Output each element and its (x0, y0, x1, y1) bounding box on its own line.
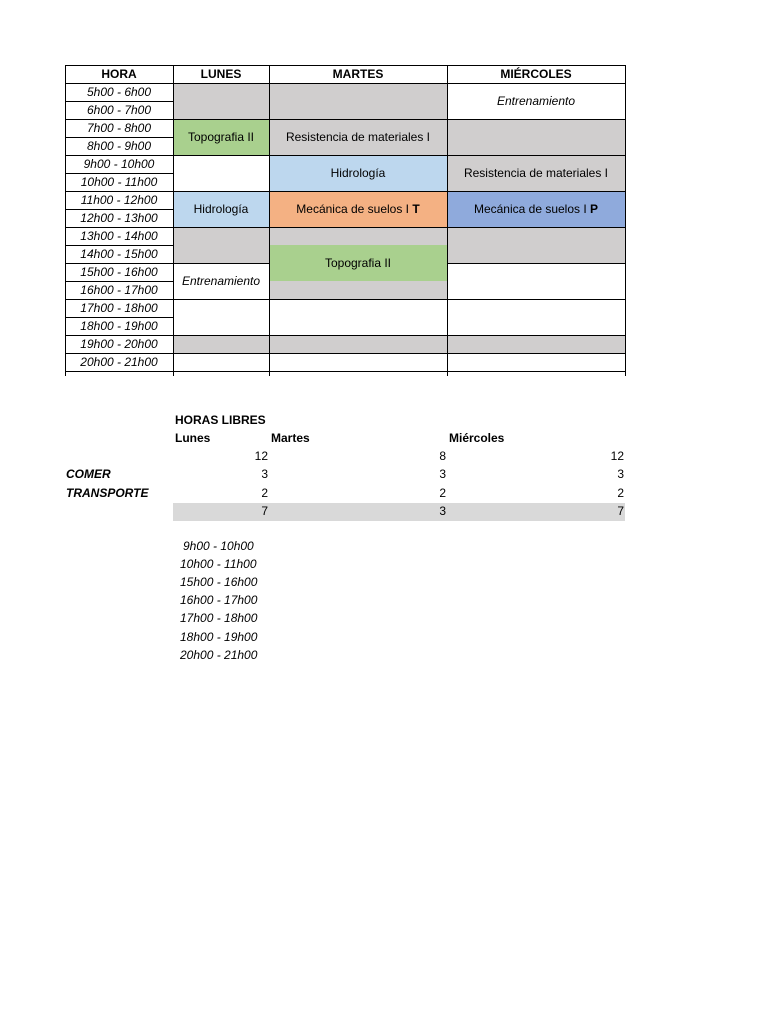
grid-line (173, 119, 269, 120)
summary-value: 2 (617, 486, 624, 500)
miercoles-busy-block (447, 119, 625, 155)
grid-line (65, 281, 173, 282)
martes-busy-block (269, 227, 447, 245)
free-hour-item: 16h00 - 17h00 (180, 593, 258, 607)
grid-line (625, 65, 626, 376)
summary-day-lunes: Lunes (175, 431, 211, 445)
summary-value: 12 (610, 449, 624, 463)
grid-line (269, 191, 447, 192)
grid-line (65, 245, 173, 246)
miercoles-mecanica-label: Mecánica de suelos I (473, 202, 587, 216)
hour-label: 9h00 - 10h00 (83, 157, 155, 171)
header-lunes: LUNES (200, 67, 242, 81)
grid-line (269, 119, 447, 120)
free-hour-item: 20h00 - 21h00 (180, 648, 258, 662)
hour-label: 15h00 - 16h00 (80, 265, 158, 279)
hour-label: 20h00 - 21h00 (80, 355, 158, 369)
hour-label: 12h00 - 13h00 (80, 211, 158, 225)
header-hora: HORA (101, 67, 137, 81)
grid-line (65, 335, 173, 336)
martes-topografia-block: Topografia II (269, 245, 447, 281)
martes-busy-block (269, 335, 447, 353)
hour-label: 10h00 - 11h00 (80, 175, 158, 189)
grid-line (65, 263, 173, 264)
hour-label: 11h00 - 12h00 (80, 193, 158, 207)
summary-value: 12 (254, 449, 268, 463)
grid-line (173, 227, 269, 228)
free-hour-item: 10h00 - 11h00 (180, 557, 257, 571)
martes-resistencia-block: Resistencia de materiales I (269, 119, 447, 155)
grid-line (65, 299, 173, 300)
grid-line (65, 191, 173, 192)
summary-day-miercoles: Miércoles (449, 431, 505, 445)
grid-line (447, 227, 625, 228)
grid-line (447, 263, 625, 264)
grid-line (269, 227, 447, 228)
martes-mecanica-block (269, 191, 447, 227)
summary-value: 2 (261, 486, 268, 500)
miercoles-busy-block (447, 227, 625, 263)
grid-line (269, 65, 270, 376)
lunes-busy-block (173, 227, 269, 263)
header-miercoles: MIÉRCOLES (500, 67, 572, 81)
hour-label: 19h00 - 20h00 (80, 337, 158, 351)
grid-line (269, 335, 447, 336)
grid-line (65, 209, 173, 210)
lunes-entrenamiento-block: Entrenamiento (181, 274, 261, 288)
header-martes: MARTES (332, 67, 384, 81)
grid-line (65, 353, 173, 354)
lunes-busy-block (173, 335, 269, 353)
miercoles-mecanica-block (447, 191, 625, 227)
grid-line (173, 65, 174, 376)
hour-label: 6h00 - 7h00 (86, 103, 152, 117)
hour-label: 7h00 - 8h00 (86, 121, 152, 135)
grid-line (269, 353, 447, 354)
grid-line (447, 119, 625, 120)
free-hour-item: 18h00 - 19h00 (180, 630, 258, 644)
grid-line (65, 317, 173, 318)
hour-label: 17h00 - 18h00 (80, 301, 158, 315)
summary-total-value: 7 (261, 504, 268, 518)
grid-line (447, 155, 625, 156)
miercoles-entrenamiento-block: Entrenamiento (496, 94, 576, 108)
grid-line (447, 335, 625, 336)
grid-line (447, 299, 625, 300)
grid-line (65, 137, 173, 138)
martes-busy-block (269, 281, 447, 299)
hour-label: 14h00 - 15h00 (80, 247, 158, 261)
free-hour-item: 17h00 - 18h00 (180, 611, 258, 625)
grid-line (173, 191, 269, 192)
grid-line (173, 299, 269, 300)
grid-line (173, 263, 269, 264)
grid-line (65, 83, 626, 84)
martes-hidrologia-block: Hidrología (269, 155, 447, 191)
hour-label: 18h00 - 19h00 (80, 319, 158, 333)
grid-line (65, 65, 626, 66)
summary-title: HORAS LIBRES (175, 413, 266, 427)
summary-row-label-transporte: TRANSPORTE (66, 486, 149, 500)
summary-total-value: 7 (617, 504, 624, 518)
grid-line (65, 155, 173, 156)
miercoles-mecanica-type: P (590, 202, 599, 216)
summary-day-martes: Martes (271, 431, 310, 445)
summary-total-value: 3 (439, 504, 446, 518)
grid-line (447, 353, 625, 354)
grid-line (65, 65, 66, 376)
schedule-table (65, 65, 626, 376)
grid-line (269, 299, 447, 300)
summary-value: 8 (439, 449, 446, 463)
grid-line (173, 353, 269, 354)
lunes-busy-block (173, 83, 269, 119)
grid-line (65, 119, 173, 120)
hour-label: 16h00 - 17h00 (80, 283, 158, 297)
grid-line (447, 191, 625, 192)
free-hour-item: 9h00 - 10h00 (183, 539, 254, 553)
grid-line (65, 227, 173, 228)
martes-busy-block (269, 83, 447, 119)
summary-value: 3 (617, 467, 624, 481)
martes-mecanica-label: Mecánica de suelos I (296, 202, 410, 216)
grid-line (173, 335, 269, 336)
grid-line (65, 371, 626, 372)
summary-row-label-comer: COMER (66, 467, 111, 481)
summary-value: 3 (439, 467, 446, 481)
grid-line (173, 155, 269, 156)
lunes-hidrologia-block: Hidrología (173, 191, 269, 227)
grid-line (65, 173, 173, 174)
hour-label: 5h00 - 6h00 (86, 85, 152, 99)
free-hour-item: 15h00 - 16h00 (180, 575, 258, 589)
lunes-topografia-block: Topografia II (173, 119, 269, 155)
summary-value: 2 (439, 486, 446, 500)
martes-mecanica-type: T (412, 202, 420, 216)
miercoles-resistencia-block: Resistencia de materiales I (447, 155, 625, 191)
summary-value: 3 (261, 467, 268, 481)
miercoles-busy-block (447, 335, 625, 353)
grid-line (447, 65, 448, 376)
hour-label: 13h00 - 14h00 (80, 229, 158, 243)
hour-label: 8h00 - 9h00 (86, 139, 152, 153)
grid-line (65, 101, 173, 102)
grid-line (269, 155, 447, 156)
